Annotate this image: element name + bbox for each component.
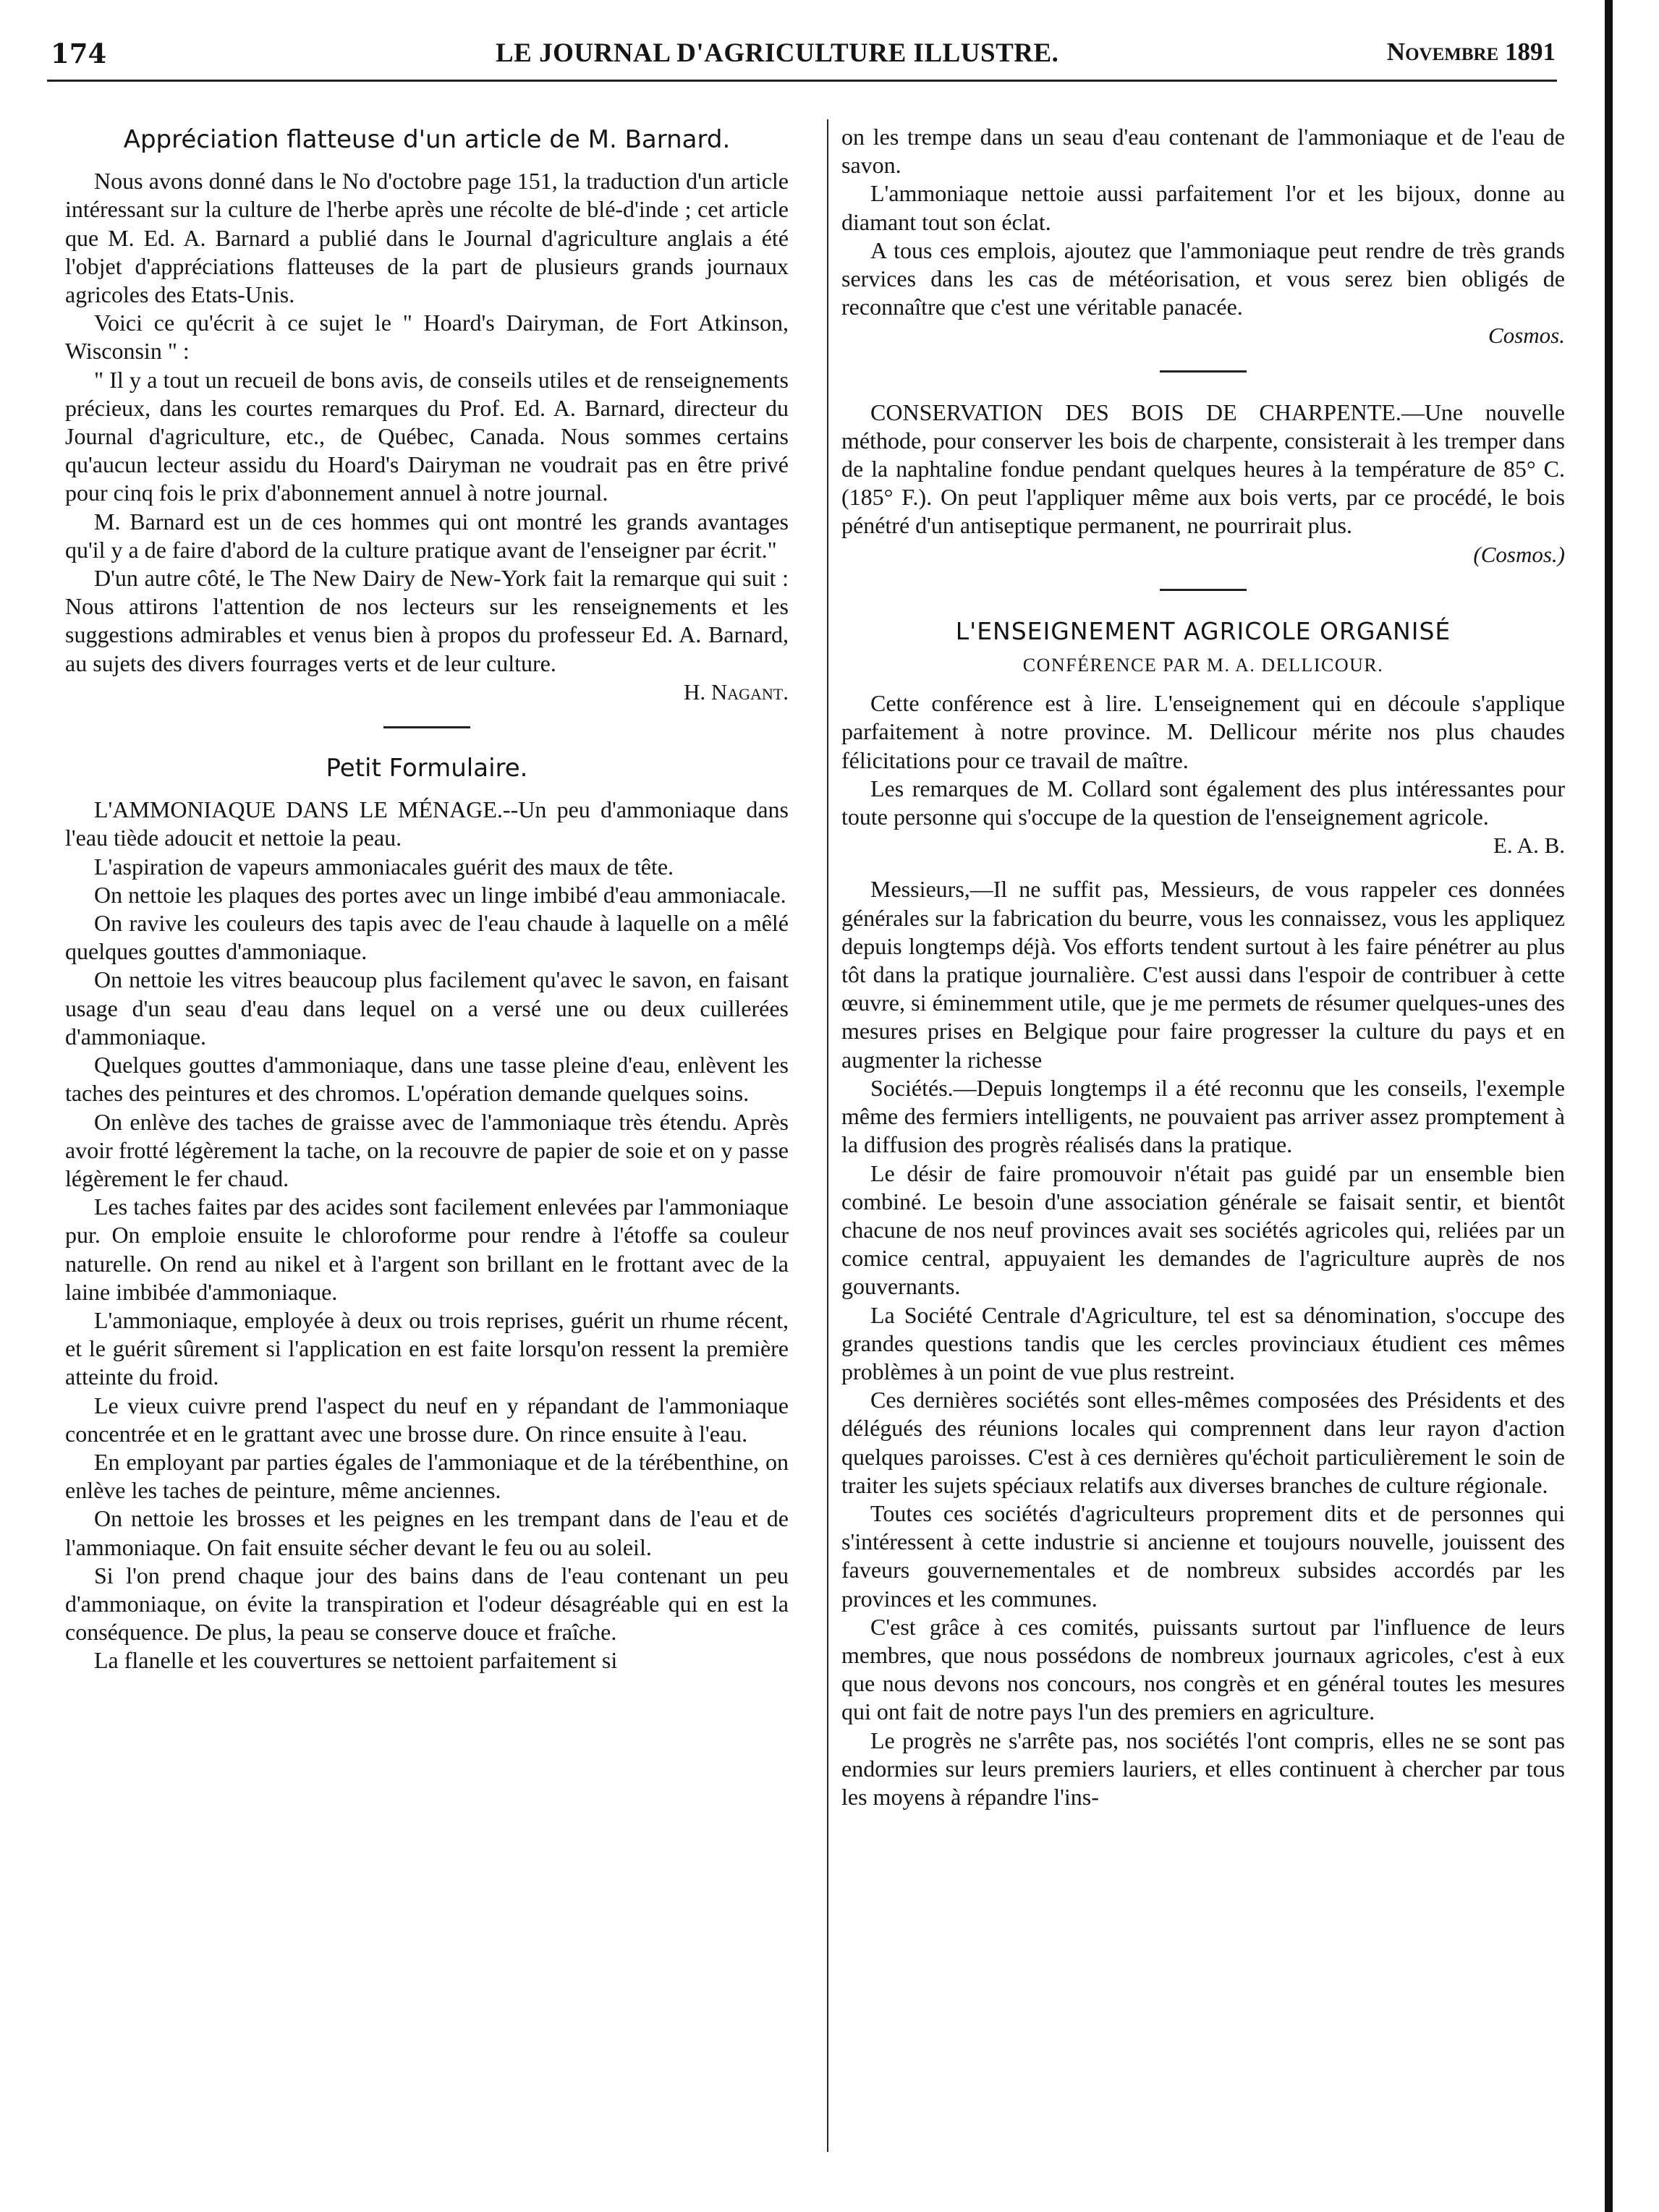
signature-cosmos-2 xyxy=(841,540,1565,569)
enseignement-paragraph: Ces dernières sociétés sont elles-mêmes composées des Présidents et des délégués des réunions locales qui comprennent dans leur rayon d'action quelques paroisses. C'est à ces dernières qu'échoit particulièrement le soin de traiter les sujets spéciaux relatifs aux diverses branches de culture régionale. xyxy=(841,1387,1565,1498)
formulaire-paragraph: La flanelle et les couvertures se nettoient parfaitement si xyxy=(94,1647,618,1674)
left-column xyxy=(65,123,789,1675)
right-column xyxy=(841,123,1565,1811)
formulaire-paragraph: On nettoie les vitres beaucoup plus facilement qu'avec le savon, en faisant usage d'un seau d'eau dans lequel on a versé une ou deux cuillerées d'ammoniaque. xyxy=(65,966,789,1050)
appreciation-paragraph: M. Barnard est un de ces hommes qui ont montré les grands avantages qu'il y a de faire d'abord de la culture pratique avant de l'enseigner par écrit." xyxy=(65,508,789,563)
signature-nagant: H. Nagant. xyxy=(683,679,789,705)
formulaire-paragraph: L'aspiration de vapeurs ammoniacales guérit des maux de tête. xyxy=(94,853,674,880)
formulaire-paragraph: On ravive les couleurs des tapis avec de l'eau chaude à laquelle on a mêlé quelques gouttes d'ammoniaque. xyxy=(65,910,789,965)
enseignement-title: L'ENSEIGNEMENT AGRICOLE ORGANISÉ xyxy=(955,616,1451,645)
section-rule xyxy=(383,726,470,728)
enseignement-paragraph: Messieurs,—Il ne suffit pas, Messieurs, de vous rappeler ces données générales sur la fabrication du beurre, vous les connaissez, vous les appliquez depuis longtemps déjà. Vos efforts tendent surtout à les faire pénétrer au plus tôt dans la pratique journalière. C'est aussi dans l'espoir de contribuer à cette œuvre, si éminemment utile, que je me permets de résumer quelques-unes des mesures prises en Belgique pour faire progresser la culture du pays et en augmenter la richesse xyxy=(841,876,1565,1073)
enseignement-intro: Les remarques de M. Collard sont également des plus intéressantes pour toute personne qui s'occupe de la question de l'enseignement agricole. xyxy=(841,775,1565,830)
formulaire-title: Petit Formulaire. xyxy=(326,754,528,783)
conservation-paragraph: CONSERVATION DES BOIS DE CHARPENTE.—Une nouvelle méthode, pour conserver les bois de charpente, consisterait à les tremper dans de la naphtaline fondue pendant quelques heures à la température de 85° C. (185° F.). On peut l'appliquer même aux bois verts, par ce procédé, le bois pénétré d'un antiseptique permanent, ne pourrirait plus. xyxy=(841,399,1565,539)
page-number: 174 xyxy=(51,38,107,69)
appreciation-title: Appréciation flatteuse d'un article de M. Barnard. xyxy=(123,125,731,154)
enseignement-paragraph: Sociétés.—Depuis longtemps il a été reconnu que les conseils, l'exemple même des fermiers intelligents, ne pouvaient pas arriver assez promptement à la diffusion des progrès réalisés dans la pratique. xyxy=(841,1074,1565,1158)
enseignement-paragraph: Le progrès ne s'arrête pas, nos sociétés l'ont compris, elles ne se sont pas endormies sur leurs premiers lauriers, et elles continuent à chercher par tous les moyens à répandre l'ins- xyxy=(841,1727,1565,1810)
formulaire-paragraph: L'ammoniaque, employée à deux ou trois reprises, guérit un rhume récent, et le guérit sûrement si l'application en est faite lorsqu'on ressent la première atteinte du froid. xyxy=(65,1306,789,1390)
appreciation-quote: " Il y a tout un recueil de bons avis, de conseils utiles et de renseignements précieux, dans les courtes remarques du Prof. Ed. A. Barnard, directeur du Journal d'agriculture, etc., de Québec, Canada. Nous sommes certains qu'aucun lecteur assidu du Hoard's Dairyman ne voudrait pas en être privé pour cinq fois le prix d'abonnement annuel à notre journal. xyxy=(65,366,789,506)
page-edge-bar xyxy=(1605,0,1613,2212)
signature-eab: E. A. B. xyxy=(1493,833,1565,859)
enseignement-paragraph: Le désir de faire promouvoir n'était pas guidé par un ensemble bien combiné. Le besoin d'une association générale se faisait sentir, et bientôt chacune de nos neuf provinces avait ses sociétés agricoles qui, reliées par un comice central, appuyaient les demandes de l'agriculture auprès de nos gouvernants. xyxy=(841,1160,1565,1300)
header-rule xyxy=(47,80,1557,82)
enseignement-subtitle: CONFÉRENCE PAR M. A. DELLICOUR. xyxy=(1022,655,1384,676)
journal-title: LE JOURNAL D'AGRICULTURE ILLUSTRE. xyxy=(496,38,1059,68)
formulaire-paragraph: On nettoie les plaques des portes avec un linge imbibé d'eau ammoniacale. xyxy=(94,881,786,908)
column-divider xyxy=(827,119,828,2152)
signature-cosmos xyxy=(841,321,1565,349)
issue-date: Novembre 1891 xyxy=(1386,38,1556,66)
continuation-paragraph: A tous ces emplois, ajoutez que l'ammoniaque peut rendre de très grands services dans les cas de météorisation, et vous serez bien obligés de reconnaître que c'est une véritable panacée. xyxy=(841,237,1565,320)
formulaire-paragraph: Si l'on prend chaque jour des bains dans de l'eau contenant un peu d'ammoniaque, on évite la transpiration et l'odeur désagréable qui en est la conséquence. De plus, la peau se conserve douce et fraîche. xyxy=(65,1562,789,1646)
enseignement-paragraph: Toutes ces sociétés d'agriculteurs proprement dits et de personnes qui s'intéressent à cette industrie si ancienne et toujours nouvelle, jouissent des faveurs gouvernementales et de nombreux subsides accordés par les provinces et les communes. xyxy=(841,1500,1565,1612)
section-rule xyxy=(1160,370,1247,373)
enseignement-intro: Cette conférence est à lire. L'enseignement qui en découle s'applique parfaitement à notre province. M. Dellicour mérite nos plus chaudes félicitations pour ce travail de maître. xyxy=(841,690,1565,773)
appreciation-paragraph: Voici ce qu'écrit à ce sujet le " Hoard's Dairyman, de Fort Atkinson, Wisconsin " : xyxy=(65,310,789,365)
formulaire-paragraph: Quelques gouttes d'ammoniaque, dans une tasse pleine d'eau, enlèvent les taches des peintures et des chromos. L'opération demande quelques soins. xyxy=(65,1052,789,1107)
signature-cosmos-2-text: (Cosmos.) xyxy=(1473,541,1565,567)
formulaire-paragraph: On nettoie les brosses et les peignes en les trempant dans de l'eau et de l'ammoniaque. On fait ensuite sécher devant le feu ou au soleil. xyxy=(65,1505,789,1560)
formulaire-paragraph: On enlève des taches de graisse avec de l'ammoniaque très étendu. Après avoir frotté légèrement la tache, on la recouvre de papier de soie et on y passe légèrement le fer chaud. xyxy=(65,1108,789,1191)
enseignement-paragraph: C'est grâce à ces comités, puissants surtout par l'influence de leurs membres, que nous possédons de nombreux journaux agricoles, c'est à eux que nous devons nos concours, nos congrès et en général toutes les mesures qui ont fait de notre pays l'un des premiers en agriculture. xyxy=(841,1613,1565,1725)
formulaire-paragraph: En employant par parties égales de l'ammoniaque et de la térébenthine, on enlève les taches de peinture, même anciennes. xyxy=(65,1448,789,1504)
appreciation-paragraph: Nous avons donné dans le No d'octobre page 151, la traduction d'un article intéressant sur la culture de l'herbe après une récolte de blé-d'inde ; cet article que M. Ed. A. Barnard a publié dans le Journal d'agriculture anglais a été l'objet d'appréciations flatteuses de la part de plusieurs grands journaux agricoles des Etats-Unis. xyxy=(65,168,789,308)
formulaire-paragraph: L'AMMONIAQUE DANS LE MÉNAGE.--Un peu d'ammoniaque dans l'eau tiède adoucit et nettoie la peau. xyxy=(65,796,789,851)
enseignement-paragraph: La Société Centrale d'Agriculture, tel est sa dénomination, s'occupe des grandes questions tandis que les cercles provinciaux étudient ces mêmes problèmes à un point de vue plus restreint. xyxy=(841,1301,1565,1384)
continuation-paragraph: L'ammoniaque nettoie aussi parfaitement l'or et les bijoux, donne au diamant tout son éclat. xyxy=(841,180,1565,235)
formulaire-paragraph: Le vieux cuivre prend l'aspect du neuf en y répandant de l'ammoniaque concentrée et en le grattant avec une brosse dure. On rince ensuite à l'eau. xyxy=(65,1392,789,1447)
signature-cosmos-text: Cosmos. xyxy=(1488,323,1565,349)
continuation-paragraph: on les trempe dans un seau d'eau contenant de l'ammoniaque et de l'eau de savon. xyxy=(841,124,1565,179)
formulaire-paragraph: Les taches faites par des acides sont facilement enlevées par l'ammoniaque pur. On emploie ensuite le chloroforme pour rendre à l'étoffe sa couleur naturelle. On rend au nikel et à l'argent son brillant en le frottant avec de la laine imbibée d'ammoniaque. xyxy=(65,1194,789,1305)
section-rule xyxy=(1160,589,1247,591)
appreciation-paragraph: D'un autre côté, le The New Dairy de New-York fait la remarque qui suit : Nous attirons l'attention de nos lecteurs sur les renseignements et les suggestions admirables et venus bien à propos du professeur Ed. A. Barnard, au sujets des divers fourrages verts et de leur culture. xyxy=(65,565,789,676)
